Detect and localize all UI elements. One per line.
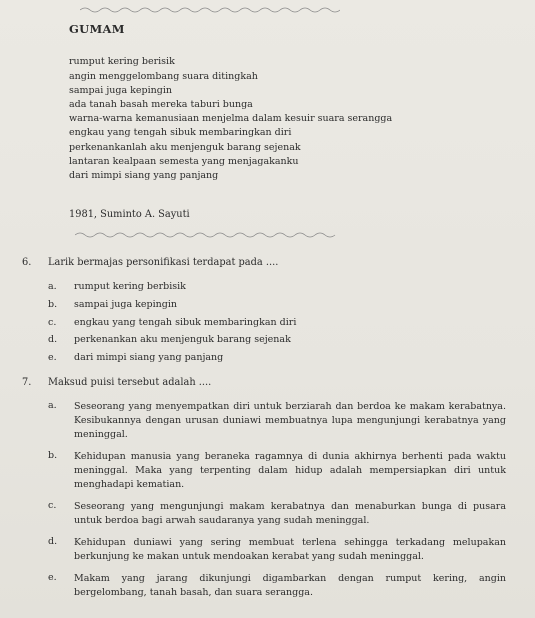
option-letter: d. xyxy=(48,536,58,547)
question-text: Maksud puisi tersebut adalah .... xyxy=(48,377,212,388)
option-text: rumput kering berbisik xyxy=(74,281,186,292)
option-text: Makam yang jarang dikunjungi digambarkan dengan rumput kering, angin bergelombang, tanah basah, dan suara serangga. xyxy=(74,573,506,598)
option-text: Kehidupan manusia yang beraneka ragamnya di dunia akhirnya berhenti pada waktu meninggal. Maka yang terpenting dalam hidup adalah mempersiapkan diri untuk menghadapi kematian. xyxy=(74,451,506,490)
poem-line: dari mimpi siang yang panjang xyxy=(69,170,219,181)
option-text: engkau yang tengah sibuk membaringkan diri xyxy=(74,317,297,328)
option-letter: c. xyxy=(48,317,57,328)
poem-author: 1981, Suminto A. Sayuti xyxy=(69,209,190,220)
poem-line: engkau yang tengah sibuk membaringkan diri xyxy=(69,127,292,138)
top-wavy-divider xyxy=(80,4,340,16)
poem-title: GUMAM xyxy=(69,22,125,36)
option-text: Seseorang yang menyempatkan diri untuk berziarah dan berdoa ke makam kerabatnya. Kesibukannya dengan urusan duniawi membuatnya lupa mengunjungi kerabatnya yang meninggal. xyxy=(74,401,506,440)
poem-line: lantaran kealpaan semesta yang menjagakanku xyxy=(69,156,299,167)
poem-line: angin menggelombang suara ditingkah xyxy=(69,71,258,82)
option-letter: b. xyxy=(48,450,58,461)
option-text: Kehidupan duniawi yang sering membuat terlena sehingga terkadang melupakan berkunjung ke makan untuk mendoakan kerabat yang sudah meninggal. xyxy=(74,537,506,562)
option-text: perkenankan aku menjenguk barang sejenak xyxy=(74,334,291,345)
poem-line: sampai juga kepingin xyxy=(69,85,173,96)
poem-line: warna-warna kemanusiaan menjelma dalam kesuir suara serangga xyxy=(69,113,393,124)
option-text: sampai juga kepingin xyxy=(74,299,178,310)
poem-line: rumput kering berisik xyxy=(69,56,175,67)
poem-line: perkenankanlah aku menjenguk barang sejenak xyxy=(69,142,301,153)
question-number: 7. xyxy=(22,377,32,388)
option-letter: d. xyxy=(48,334,58,345)
question-number: 6. xyxy=(22,257,32,268)
option-text: Seseorang yang mengunjungi makam kerabatnya dan menaburkan bunga di pusara untuk berdoa bagi arwah saudaranya yang sudah meninggal. xyxy=(74,501,506,526)
option-letter: c. xyxy=(48,500,57,511)
bottom-wavy-divider xyxy=(75,229,340,241)
poem-line: ada tanah basah mereka taburi bunga xyxy=(69,99,253,110)
option-letter: a. xyxy=(48,281,57,292)
option-text: dari mimpi siang yang panjang xyxy=(74,352,224,363)
option-letter: e. xyxy=(48,572,57,583)
question-text: Larik bermajas personifikasi terdapat pada .... xyxy=(48,257,279,268)
option-letter: e. xyxy=(48,352,57,363)
option-letter: a. xyxy=(48,400,57,411)
option-letter: b. xyxy=(48,299,58,310)
